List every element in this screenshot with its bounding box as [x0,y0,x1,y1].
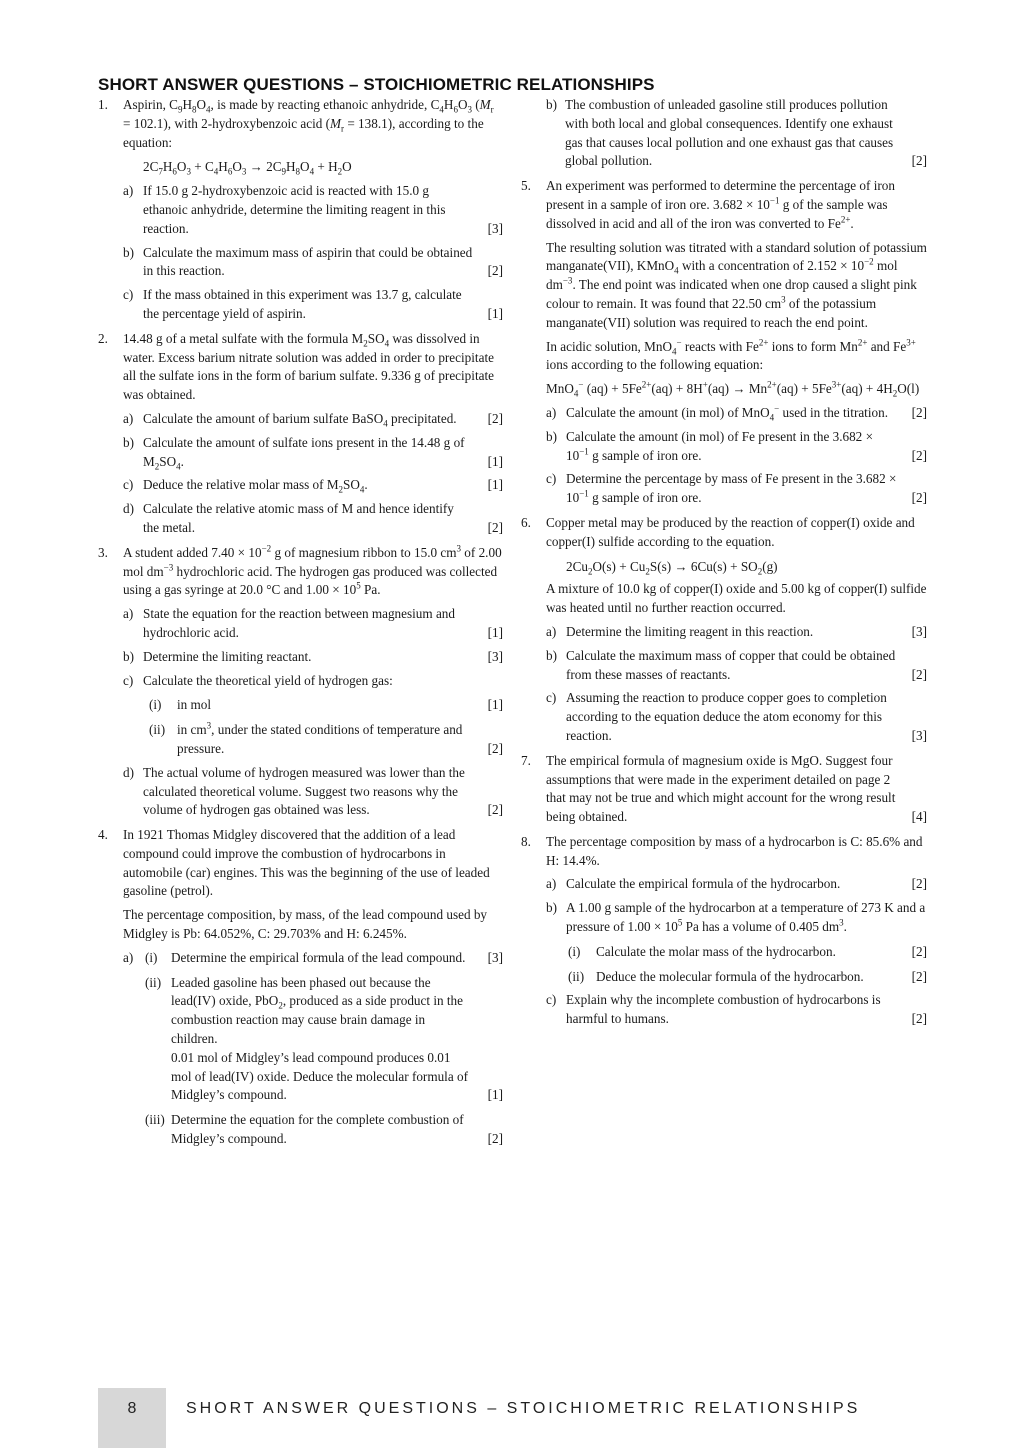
question-intro: In 1921 Thomas Midgley discovered that the addition of a lead compound could improve the combustion of hydrocarbons in automobile (car) engines. This was the beginning of the use of leaded gasoline (petrol). [123,827,490,899]
question-part: b) The combustion of unleaded gasoline still produces pollution with both local and global consequences. Identify one exhaust gas that causes local pollution and one exhaust gas that causes global pollution. [2] [546,96,927,171]
marks: [2] [487,802,503,818]
question-part: a) Calculate the amount of barium sulfate BaSO$_4$ precipitated. [2] [123,410,503,429]
question-intro: Aspirin, $C_9H_8O_4$, is made by reacting ethanoic anhydride, $C_4H_6O_3$ $(M_r = 102.1)$, with 2-hydroxybenzoic acid $(M_r = 138.1)$, according to the equation: [123,97,494,150]
question-7: 7. The empirical formula of magnesium oxide is MgO. Suggest four assumptions that were made in the experiment detailed on page 2 that may not be true and which might account for the wrong result being obtained. [4] [521,752,927,827]
marks: [2] [487,740,503,756]
marks: [1] [487,1087,503,1103]
marks: [2] [911,404,927,420]
question-subpart: (i) Calculate the molar mass of the hydrocarbon. [2] [568,943,927,962]
marks: [1] [487,305,503,321]
question-intro: Copper metal may be produced by the reaction of copper(I) oxide and copper(I) sulfide according to the equation. [546,514,915,549]
question-intro: A mixture of 10.0 kg of copper(I) oxide and 5.00 kg of copper(I) sulfide was heated until no further reaction occurred. [546,581,927,616]
question-2 [98,330,503,538]
marks: [2] [487,410,503,426]
question-number: 7. [521,752,531,768]
marks: [2] [911,968,927,984]
question-part: a) Determine the limiting reagent in this reaction. [3] [546,623,927,642]
question-part: a) If 15.0 g 2-hydroxybenzoic acid is reacted with 15.0 g ethanoic anhydride, determine the limiting reagent in this reaction. [3] [123,182,503,238]
chemical-equation: $2C_7H_6O_3 + C_4H_6O_3 \to 2C_9H_8O_4 + H_2O$ [143,159,352,178]
marks: [1] [487,477,503,493]
question-subpart: (i) in mol [1] [149,696,503,715]
marks: [2] [911,490,927,506]
question-part: c) Determine the percentage by mass of Fe present in the $3.682 \times 10^{-1}$ g sample of iron ore. [2] [546,470,927,508]
right-column [521,96,927,1029]
marks: [2] [911,943,927,959]
question-4 [98,826,503,1149]
question-number: 8. [521,833,531,849]
question-intro: The percentage composition by mass of a hydrocarbon is C: 85.6% and H: 14.4%. [546,833,923,868]
question-intro: The resulting solution was titrated with a standard solution of potassium manganate(VII), KMnO$_4$ with a concentration of $2.152 \times 10^{-2}$ mol $dm^{-3}$. The end point was indicated when one drop caused a slight pink colour to remain. It was found that 22.50 $cm^3$ of the potassium manganate(VII) solution was required to reach the end point. [546,239,927,330]
marks: [2] [911,876,927,892]
marks: [3] [487,648,503,664]
question-part: b) Determine the limiting reactant. [3] [123,648,503,667]
question-part: b) Calculate the amount of sulfate ions present in the 14.48 g of $M_2SO_4$. [1] [123,434,503,472]
question-intro: The percentage composition, by mass, of the lead compound used by Midgley is Pb: 64.052%, C: 29.703% and H: 6.245%. [123,907,488,942]
question-part: d) The actual volume of hydrogen measured was lower than the calculated theoretical volume. Suggest two reasons why the volume of hydrogen gas obtained was less. [2] [123,764,503,820]
question-number: 1. [98,97,108,112]
question-part: b) A 1.00 g sample of the hydrocarbon at a temperature of 273 K and a pressure of $1.00 \times 10^5$ Pa has a volume of 0.405 $dm^3$. (i) Calculate the molar mass of the hydrocarbon. [2] (ii) Deduce the molecular formula of the hydrocarbon. [2] [546,899,927,986]
question-number: 5. [521,178,531,194]
question-part: c) If the mass obtained in this experiment was 13.7 g, calculate the percentage yield of aspirin. [1] [123,286,503,324]
question-4-continued [521,96,927,171]
question-intro: 14.48 g of a metal sulfate with the formula $M_2SO_4$ was dissolved in water. Excess barium nitrate solution was added in order to precipitate all the sulfate ions in the form of barium sulfate. 9.336 g of precipitate was obtained. [123,330,494,403]
question-part: a) Calculate the empirical formula of the hydrocarbon. [2] [546,875,927,894]
chemical-equation: $2Cu_2O(s) + Cu_2S(s) \to 6Cu(s) + SO_2(g)$ [566,558,778,577]
marks: [2] [911,1011,927,1027]
marks: [4] [911,809,927,825]
question-part: c) Assuming the reaction to produce copper goes to completion according to the equation deduce the atom economy for this reaction. [3] [546,689,927,745]
marks: [2] [487,263,503,279]
marks: [2] [911,153,927,169]
question-number: 3. [98,544,108,560]
marks: [3] [911,623,927,639]
question-part: a) (i) Determine the empirical formula of the lead compound. [3] (ii) Leaded gasoline has been phased out because the lead(IV) oxide, PbO$_2$, produced as a side product in the combustion reaction may cause brain damage in children. 0.01 mol of Midgley’s lead compound produces 0.01 mol of lead(IV) oxide. Deduce the molecular formula of Midgley’s compound. [1] (iii) Determine the equation for the complete combustion of Midgley’s compound. [2] [123,949,503,1149]
question-part: b) Calculate the maximum mass of copper that could be obtained from these masses of reactants. [2] [546,647,927,685]
question-intro: In acidic solution, MnO$_4$− reacts with $Fe^{2+}$ ions to form $Mn^{2+}$ and $Fe^{3+}$ ions according to the following equation: [546,337,916,373]
question-part: c) Deduce the relative molar mass of $M_2SO_4$. [1] [123,477,503,495]
question-part: d) Calculate the relative atomic mass of M and hence identify the metal. [2] [123,500,503,538]
marks: [2] [487,519,503,535]
question-part: b) Calculate the amount (in mol) of Fe present in the $3.682 \times 10^{-1}$ g sample of iron ore. [2] [546,428,927,466]
question-number: 6. [521,514,531,530]
question-subpart: (iii) Determine the equation for the complete combustion of Midgley’s compound. [2] [123,1111,503,1149]
question-subpart: (i) Determine the empirical formula of the lead compound. [3] [123,949,503,968]
question-part: c) Explain why the incomplete combustion of hydrocarbons is harmful to humans. [2] [546,991,927,1029]
question-3 [98,544,503,820]
question-part: c) Calculate the theoretical yield of hydrogen gas: (i) in mol [1] (ii) in $cm^3$, under the stated conditions of temperature and pressure. [2] [123,672,503,759]
question-1 [98,96,503,324]
marks: [3] [487,220,503,236]
marks: [1] [487,697,503,713]
left-column [98,96,503,1149]
page-number: 8 [127,1400,137,1417]
question-intro: A student added $7.40 \times 10^{-2}$ g of magnesium ribbon to 15.0 $cm^3$ of 2.00 mol $dm^{-3}$ hydrochloric acid. The hydrogen gas produced was collected using a gas syringe at 20.0 °C and $1.00 \times 10^5$ Pa. [123,543,502,598]
question-intro: An experiment was performed to determine the percentage of iron present in a sample of iron ore. $3.682 \times 10^{-1}$ g of the sample was dissolved in acid and all of the iron was converted to $Fe^{2+}$. [546,178,895,231]
question-part: a) Calculate the amount (in mol) of MnO$_4$− used in the titration. [2] [546,403,927,423]
question-part: a) State the equation for the reaction between magnesium and hydrochloric acid. [1] [123,605,503,643]
question-subpart: (ii) Leaded gasoline has been phased out because the lead(IV) oxide, PbO$_2$, produced as a side product in the combustion reaction may cause brain damage in children. 0.01 mol of Midgley’s lead compound produces 0.01 mol of lead(IV) oxide. Deduce the molecular formula of Midgley’s compound. [1] [123,974,503,1106]
marks: [3] [487,949,503,965]
page-heading: SHORT ANSWER QUESTIONS – STOICHIOMETRIC RELATIONSHIPS [98,75,655,94]
marks: [1] [487,624,503,640]
marks: [2] [911,447,927,463]
marks: [1] [487,453,503,469]
marks: [2] [911,666,927,682]
question-subpart: (ii) Deduce the molecular formula of the hydrocarbon. [2] [568,968,927,987]
question-part: b) Calculate the maximum mass of aspirin that could be obtained in this reaction. [2] [123,244,503,282]
question-number: 4. [98,827,108,843]
marks: [3] [911,727,927,743]
question-6 [521,514,927,746]
chemical-equation: MnO$_4$− $(aq) + 5Fe^{2+}(aq) + 8H^+(aq) \to Mn^{2+}(aq) + 5Fe^{3+}(aq) + 4H_2O(l)$ [546,379,920,399]
question-8 [521,833,927,1029]
marks: [2] [487,1131,503,1147]
question-5 [521,177,927,508]
footer-title: SHORT ANSWER QUESTIONS – STOICHIOMETRIC RELATIONSHIPS [186,1400,861,1417]
question-number: 2. [98,330,108,346]
question-subpart: (ii) in $cm^3$, under the stated conditions of temperature and pressure. [2] [149,721,503,759]
